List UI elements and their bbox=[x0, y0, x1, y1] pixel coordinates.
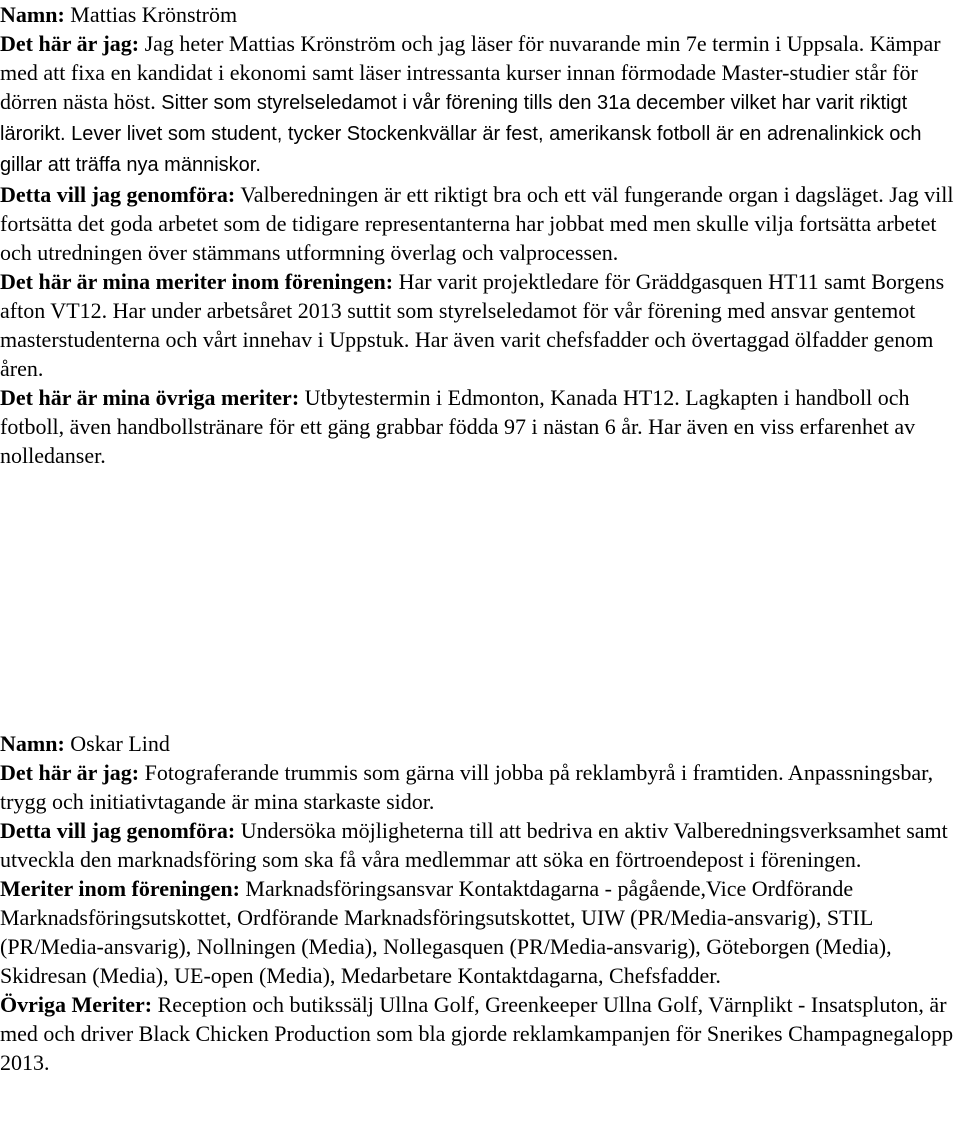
goals-paragraph bbox=[0, 816, 960, 874]
goals-text: Valberedningen är ett riktigt bra och ett väl fungerande organ i dagsläget. Jag vill fortsätta det goda arbetet som de tidigare representanterna har jobbat med men skulle vilja fortsätta arbetet och utredningen över stämmans utformning överlag och valprocessen. bbox=[0, 182, 954, 265]
other-merits-label: Övriga Meriter: bbox=[0, 992, 153, 1017]
about-paragraph bbox=[0, 29, 960, 180]
about-text: Jag heter Mattias Krönström och jag läser för nuvarande min 7e termin i Uppsala. Kämpar med att fixa en kandidat i ekonomi samt läser intressanta kurser innan förmodade Master-studier står för dörren nästa höst. bbox=[0, 31, 941, 114]
about-label: Det här är jag: bbox=[0, 760, 140, 785]
other-merits-paragraph bbox=[0, 383, 960, 470]
other-merits-paragraph bbox=[0, 990, 960, 1077]
about-text-sans: Sitter som styrelseledamot i vår förening tills den 31a december vilket har varit riktigt lärorikt. Lever livet som student, tycker Stockenkvällar är fest, amerikansk fotboll är en adrenalinkick och gillar att träffa nya människor. bbox=[0, 92, 922, 176]
merits-paragraph bbox=[0, 267, 960, 383]
goals-label: Detta vill jag genomföra: bbox=[0, 182, 236, 207]
other-merits-text: Reception och butikssälj Ullna Golf, Greenkeeper Ullna Golf, Värnplikt - Insatspluton, är med och driver Black Chicken Production som bla gjorde reklamkampanjen för Snerikes Champagnegalopp 2013. bbox=[0, 992, 954, 1075]
about-paragraph bbox=[0, 758, 960, 816]
name-value: Mattias Krönström bbox=[70, 2, 238, 27]
name-line bbox=[0, 729, 960, 758]
merits-paragraph bbox=[0, 874, 960, 990]
name-value: Oskar Lind bbox=[70, 731, 170, 756]
merits-label: Det här är mina meriter inom föreningen: bbox=[0, 269, 394, 294]
about-text: Fotograferande trummis som gärna vill jobba på reklambyrå i framtiden. Anpassningsbar, trygg och initiativtagande är mina starkaste sidor. bbox=[0, 760, 934, 814]
candidate-block-oskar bbox=[0, 729, 960, 1077]
goals-paragraph bbox=[0, 180, 960, 267]
goals-label: Detta vill jag genomföra: bbox=[0, 818, 236, 843]
name-label: Namn: bbox=[0, 2, 65, 27]
merits-label: Meriter inom föreningen: bbox=[0, 876, 240, 901]
other-merits-label: Det här är mina övriga meriter: bbox=[0, 385, 300, 410]
merits-text: Marknadsföringsansvar Kontaktdagarna - pågående,Vice Ordförande Marknadsföringsutskottet, Ordförande Marknadsföringsutskottet, UIW (PR/Media-ansvarig), STIL (PR/Media-ansvarig), Nollningen (Media), Nollegasquen (PR/Media-ansvarig), Göteborgen (Media), Skidresan (Media), UE-open (Media), Medarbetare Kontaktdagarna, Chefsfadder. bbox=[0, 876, 892, 988]
goals-text: Undersöka möjligheterna till att bedriva en aktiv Valberedningsverksamhet samt utveckla den marknadsföring som ska få våra medlemmar att söka en förtroendepost i föreningen. bbox=[0, 818, 948, 872]
candidate-block-mattias bbox=[0, 0, 960, 470]
name-label: Namn: bbox=[0, 731, 65, 756]
about-label: Det här är jag: bbox=[0, 31, 140, 56]
merits-text: Har varit projektledare för Gräddgasquen HT11 samt Borgens afton VT12. Har under arbetsåret 2013 suttit som styrelseledamot för vår förening med ansvar gentemot masterstudenterna och vårt innehav i Uppstuk. Har även varit chefsfadder och övertaggad ölfadder genom åren. bbox=[0, 269, 945, 381]
other-merits-text: Utbytestermin i Edmonton, Kanada HT12. Lagkapten i handboll och fotboll, även handbollstränare för ett gäng grabbar födda 97 i nästan 6 år. Har även en viss erfarenhet av nolledanser. bbox=[0, 385, 916, 468]
name-line bbox=[0, 0, 960, 29]
